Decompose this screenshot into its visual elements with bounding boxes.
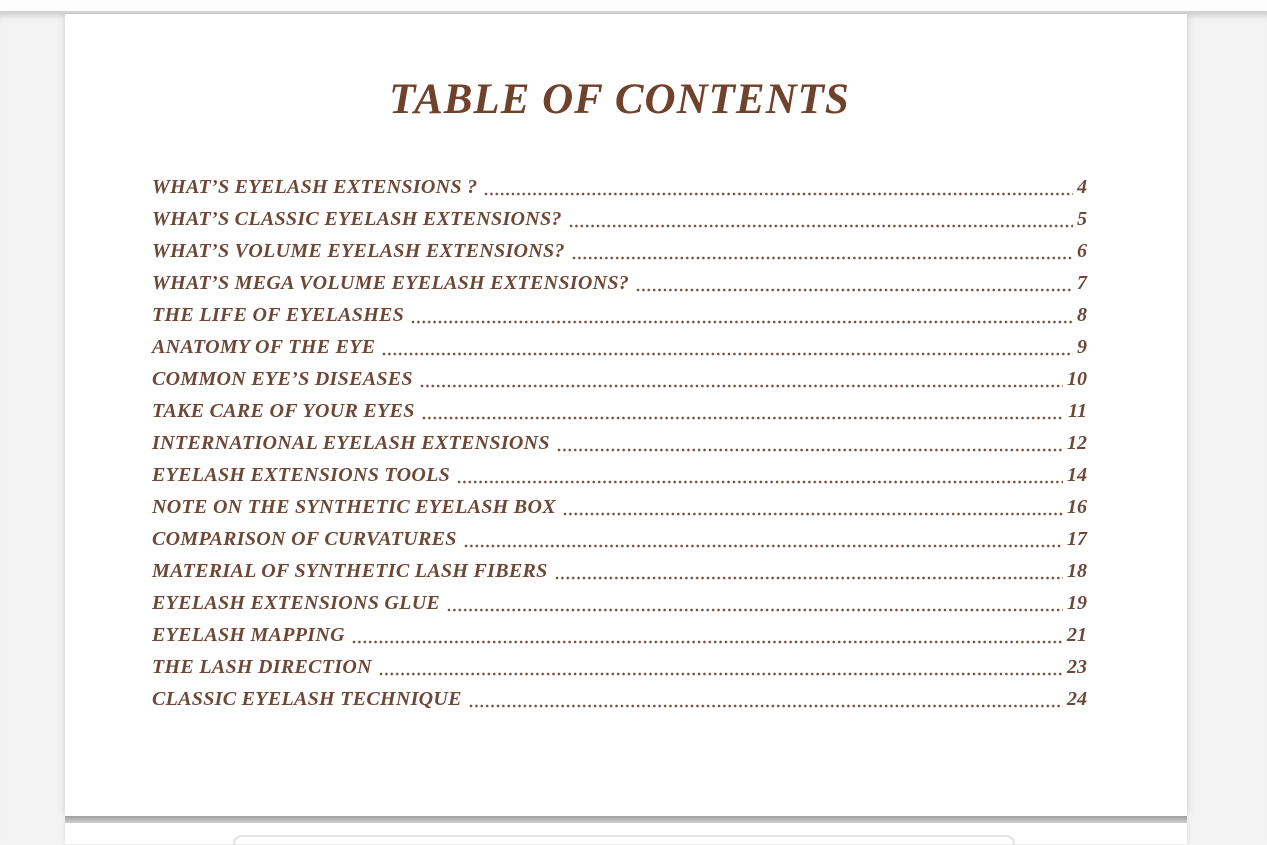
document-page-2-partial (65, 823, 1187, 844)
toc-entry-page: 8 (1077, 304, 1087, 326)
toc-entry-page: 19 (1067, 592, 1087, 614)
toc-entry-label: TAKE CARE OF YOUR EYES (152, 400, 415, 422)
toc-entry[interactable] (152, 523, 1087, 555)
toc-entry[interactable] (152, 555, 1087, 587)
toc-leader-dots (379, 672, 1063, 676)
toc-entry-label: THE LASH DIRECTION (152, 656, 372, 678)
toc-entry[interactable] (152, 267, 1087, 299)
toc-entry[interactable] (152, 427, 1087, 459)
next-page-frame-border (233, 835, 1015, 845)
toc-leader-dots (464, 544, 1063, 548)
toc-entry-page: 17 (1067, 528, 1087, 550)
toc-entry-page: 23 (1067, 656, 1087, 678)
toc-entry-page: 24 (1067, 688, 1087, 710)
toc-entry-label: THE LIFE OF EYELASHES (152, 304, 405, 326)
toc-leader-dots (557, 448, 1063, 452)
top-bar (0, 0, 1267, 13)
toc-leader-dots (555, 576, 1063, 580)
toc-entry-label: INTERNATIONAL EYELASH EXTENSIONS (152, 432, 550, 454)
toc-leader-dots (352, 640, 1063, 644)
toc-entry[interactable] (152, 683, 1087, 715)
toc-entry-page: 7 (1077, 272, 1087, 294)
toc-entry[interactable] (152, 203, 1087, 235)
toc-entry-page: 16 (1067, 496, 1087, 518)
toc-entry[interactable] (152, 235, 1087, 267)
toc-entry[interactable] (152, 363, 1087, 395)
toc-entry[interactable] (152, 651, 1087, 683)
page-separator (65, 816, 1187, 823)
toc-entry[interactable] (152, 587, 1087, 619)
toc-entry-label: EYELASH EXTENSIONS TOOLS (152, 464, 451, 486)
toc-entry-label: EYELASH MAPPING (152, 624, 345, 646)
toc-entry-label: WHAT’S CLASSIC EYELASH EXTENSIONS? (152, 208, 562, 230)
toc-entry-label: NOTE ON THE SYNTHETIC EYELASH BOX (152, 496, 556, 518)
toc-entry-label: ANATOMY OF THE EYE (152, 336, 376, 358)
toc-entry-label: CLASSIC EYELASH TECHNIQUE (152, 688, 462, 710)
toc-entry-page: 12 (1067, 432, 1087, 454)
toc-entry-label: WHAT’S MEGA VOLUME EYELASH EXTENSIONS? (152, 272, 630, 294)
document-page-1 (65, 14, 1187, 816)
toc-entry-page: 11 (1068, 400, 1087, 422)
toc-leader-dots (563, 512, 1063, 516)
toc-entry-page: 5 (1077, 208, 1087, 230)
toc-leader-dots (469, 704, 1063, 708)
toc-leader-dots (422, 416, 1064, 420)
toc-leader-dots (569, 224, 1073, 228)
toc-leader-dots (572, 256, 1073, 260)
toc-entry-label: WHAT’S VOLUME EYELASH EXTENSIONS? (152, 240, 565, 262)
toc-entry[interactable] (152, 491, 1087, 523)
toc-entry-page: 4 (1077, 176, 1087, 198)
toc-entry[interactable] (152, 459, 1087, 491)
toc-entry[interactable] (152, 619, 1087, 651)
toc-leader-dots (636, 288, 1073, 292)
toc-entry-label: COMPARISON OF CURVATURES (152, 528, 457, 550)
toc-entry-page: 9 (1077, 336, 1087, 358)
toc-entry-page: 21 (1067, 624, 1087, 646)
toc-leader-dots (447, 608, 1063, 612)
toc-leader-dots (420, 384, 1063, 388)
toc-list (152, 171, 1087, 715)
table-of-contents-title: TABLE OF CONTENTS (389, 76, 850, 123)
toc-entry-page: 18 (1067, 560, 1087, 582)
document-viewer (0, 13, 1267, 843)
toc-entry-label: MATERIAL OF SYNTHETIC LASH FIBERS (152, 560, 548, 582)
toc-entry[interactable] (152, 171, 1087, 203)
toc-leader-dots (411, 320, 1073, 324)
toc-entry[interactable] (152, 299, 1087, 331)
toc-entry-page: 6 (1077, 240, 1087, 262)
toc-leader-dots (484, 192, 1073, 196)
toc-entry[interactable] (152, 331, 1087, 363)
toc-entry[interactable] (152, 395, 1087, 427)
toc-entry-label: COMMON EYE’S DISEASES (152, 368, 413, 390)
toc-entry-page: 10 (1067, 368, 1087, 390)
toc-leader-dots (457, 480, 1063, 484)
toc-entry-label: EYELASH EXTENSIONS GLUE (152, 592, 441, 614)
toc-entry-label: WHAT’S EYELASH EXTENSIONS ? (152, 176, 478, 198)
toc-entry-page: 14 (1067, 464, 1087, 486)
toc-leader-dots (382, 352, 1073, 356)
